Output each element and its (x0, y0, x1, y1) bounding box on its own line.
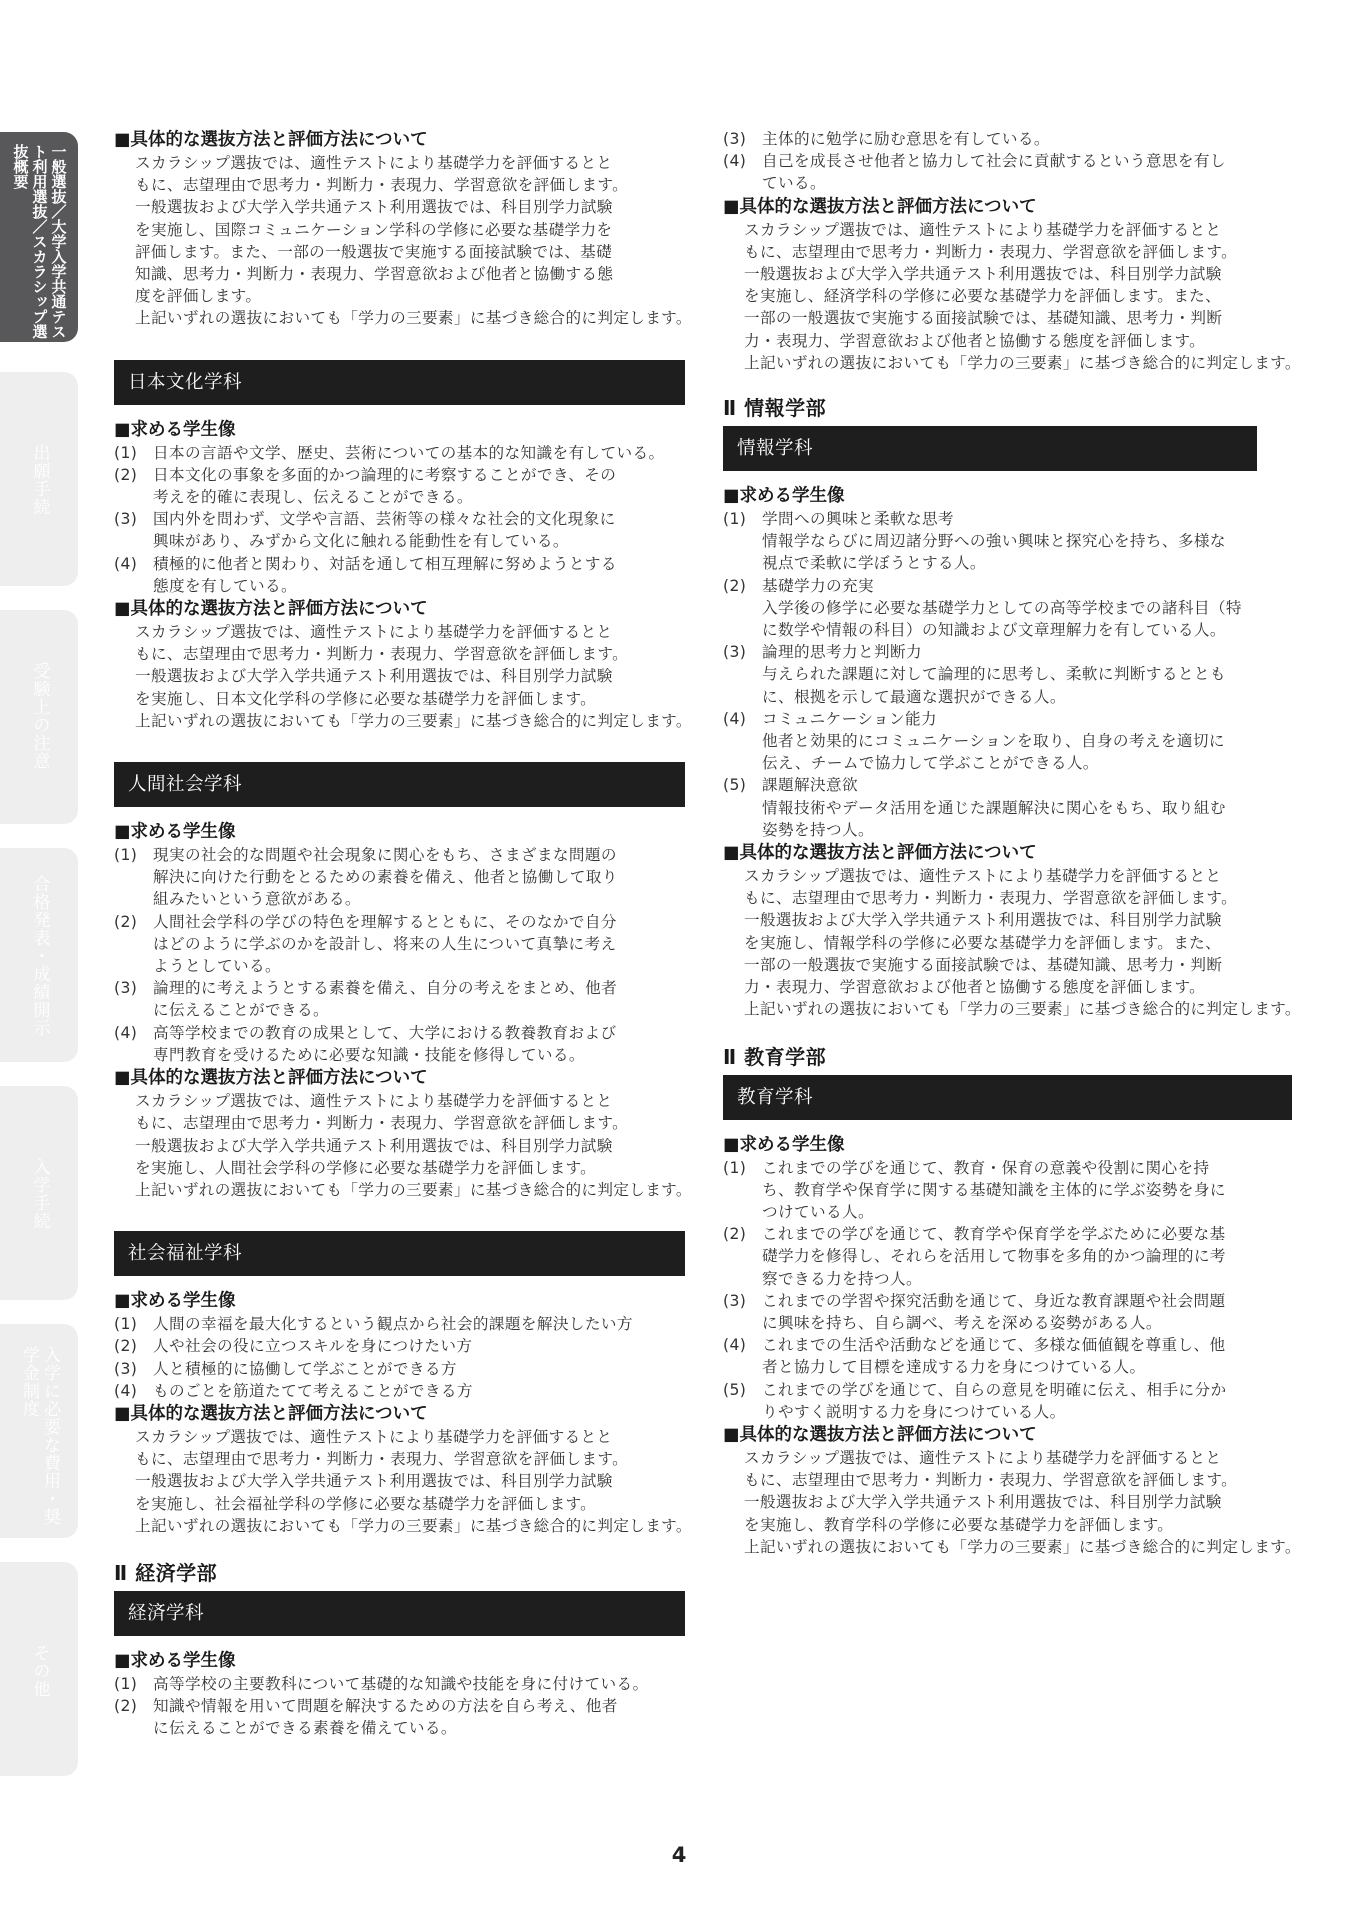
list-item: (5) 課題解決意欲 情報技術やデータ活用を通じた課題解決に関心をもち、取り組む 姿勢を持つ人。 (723, 776, 1226, 839)
method-heading: ■具体的な選抜方法と評価方法について (723, 1424, 1037, 1445)
student-list-ningen (114, 844, 685, 1066)
side-tab-results[interactable] (0, 848, 78, 1062)
list-item: (4) 積極的に他者と関わり、対話を通して相互理解に努めようとする 態度を有している。 (114, 554, 617, 595)
list-item: (1) 学問への興味と柔軟な思考 情報学ならびに周辺諸分野への強い興味と探究心を持ち、多様な 視点で柔軟に学ぼうとする人。 (723, 510, 1226, 573)
section-bar-kyoiku: 教育学科 (723, 1075, 1292, 1120)
method-text: スカラシップ選抜では、適性テストにより基礎学力を評価するとと もに、志望理由で思考力・判断力・表現力、学習意欲を評価します。 一般選抜および大学入学共通テスト利用選抜では、科目別学力試験 を実施し、国際コミュニケーション学科の学修に必要な基礎学力を 評価します。また、一部の一般選抜で実施する面接試験では、基礎 知識、思考力・判断力・表現力、学習意欲および他者と協働する態 度を評価します。 上記いずれの選抜においても「学力の三要素」に基づき総合的に判定します。 (135, 154, 692, 328)
method-text: スカラシップ選抜では、適性テストにより基礎学力を評価するとと もに、志望理由で思考力・判断力・表現力、学習意欲を評価します。 一般選抜および大学入学共通テスト利用選抜では、科目別学力試験 を実施し、教育学科の学修に必要な基礎学力を評価します。 上記いずれの選抜においても「学力の三要素」に基づき総合的に判定します。 (744, 1448, 1301, 1556)
list-item: (4) ものごとを筋道たてて考えることができる方 (114, 1381, 473, 1400)
list-item: (1) 現実の社会的な問題や社会現象に関心をもち、さまざまな問題の 解決に向けた行動をとるための素養を備え、他者と協働して取り 組みたいという意欲がある。 (114, 846, 618, 909)
section-bar-ningen: 人間社会学科 (114, 762, 685, 807)
student-list-kyoiku (723, 1157, 1305, 1423)
method-heading: ■具体的な選抜方法と評価方法について (723, 843, 1037, 864)
side-tab-exam-notes[interactable] (0, 610, 78, 824)
side-tab-selection-overview[interactable] (0, 132, 78, 342)
list-item: (3) 論理的に考えようとする素養を備え、自分の考えをまとめ、他者 に伝えることができる。 (114, 979, 618, 1020)
method-text: スカラシップ選抜では、適性テストにより基礎学力を評価するとと もに、志望理由で思考力・判断力・表現力、学習意欲を評価します。 一般選抜および大学入学共通テスト利用選抜では、科目別学力試験 を実施し、日本文化学科の学修に必要な基礎学力を評価します。 上記いずれの選抜においても「学力の三要素」に基づき総合的に判定します。 (135, 623, 692, 730)
student-heading: ■求める学生像 (114, 822, 236, 843)
list-item: (2) 基礎学力の充実 入学後の修学に必要な基礎学力としての高等学校までの諸科目（特 に数学や情報の科目）の知識および文章理解力を有している人。 (723, 576, 1242, 640)
list-item: (3) 主体的に勉学に励む意思を有している。 (723, 130, 1050, 148)
student-list-keizai (114, 1673, 685, 1740)
list-item: (4) コミュニケーション能力 他者と効果的にコミュニケーションを取り、自身の考えを適切に 伝え、チームで協力して学ぶことができる人。 (723, 709, 1225, 773)
side-tab-label: 入学に必要な費用・奨学金制度 (19, 1346, 60, 1526)
method-text: スカラシップ選抜では、適性テストにより基礎学力を評価するとと もに、志望理由で思考力・判断力・表現力、学習意欲を評価します。 一般選抜および大学入学共通テスト利用選抜では、科目別学力試験 を実施し、人間社会学科の学修に必要な基礎学力を評価します。 上記いずれの選抜においても「学力の三要素」に基づき総合的に判定します。 (135, 1092, 692, 1199)
page-number: 4 (671, 1843, 687, 1867)
list-item: (2) 知識や情報を用いて問題を解決するための方法を自ら考え、他者 に伝えることができる素養を備えている。 (114, 1697, 618, 1738)
side-tab-label: 出願手続 (29, 444, 50, 516)
side-tab-label: 入学手続 (29, 1158, 50, 1230)
list-item: (4) 高等学校までの教育の成果として、大学における教養教育および 専門教育を受けるために必要な知識・技能を修得している。 (114, 1023, 617, 1064)
side-tab-enrollment[interactable] (0, 1086, 78, 1300)
side-tab-label: 一般選抜／大学入学共通テスト利用選抜／スカラシップ選抜概要 (11, 144, 68, 339)
student-list-fukushi (114, 1313, 685, 1402)
method-heading: ■具体的な選抜方法と評価方法について (723, 196, 1037, 217)
method-text: スカラシップ選抜では、適性テストにより基礎学力を評価するとと もに、志望理由で思考力・判断力・表現力、学習意欲を評価します。 一般選抜および大学入学共通テスト利用選抜では、科目別学力試験 を実施し、情報学科の学修に必要な基礎学力を評価します。また、 一部の一般選抜で実施する面接試験では、基礎知識、思考力・判断 力・表現力、学習意欲および他者と協働する態度を評価します。 上記いずれの選抜においても「学力の三要素」に基づき総合的に判定します。 (744, 867, 1301, 1019)
student-heading: ■求める学生像 (114, 1291, 236, 1312)
list-item: (1) 人間の幸福を最大化するという観点から社会的課題を解決したい方 (114, 1315, 633, 1334)
side-tab-other[interactable] (0, 1562, 78, 1776)
list-item: (3) 国内外を問わず、文学や言語、芸術等の様々な社会的文化現象に 興味があり、みずから文化に触れる能動性を有している。 (114, 510, 616, 551)
student-heading: ■求める学生像 (723, 486, 845, 507)
method-text: スカラシップ選抜では、適性テストにより基礎学力を評価するとと もに、志望理由で思考力・判断力・表現力、学習意欲を評価します。 一般選抜および大学入学共通テスト利用選抜では、科目別学力試験 を実施し、経済学科の学修に必要な基礎学力を評価します。また、 一部の一般選抜で実施する面接試験では、基礎知識、思考力・判断 力・表現力、学習意欲および他者と協働する態度を評価します。 上記いずれの選抜においても「学力の三要素」に基づき総合的に判定します。 (744, 220, 1301, 372)
side-tabs (0, 0, 80, 1920)
side-tab-label: 合格発表・成績開示 (29, 875, 50, 1037)
section-bar-fukushi: 社会福祉学科 (114, 1231, 685, 1276)
section-bar-joho: 情報学科 (723, 426, 1257, 471)
method-heading: ■具体的な選抜方法と評価方法について (114, 1068, 428, 1089)
list-item: (3) 論理的思考力と判断力 与えられた課題に対して論理的に思考し、柔軟に判断するととも に、根拠を示して最適な選択ができる人。 (723, 643, 1226, 706)
list-item: (3) 人と積極的に協働して学ぶことができる方 (114, 1359, 457, 1378)
list-item: (1) これまでの学びを通じて、教育・保育の意義や役割に関心を持 ち、教育学や保育学に関する基礎知識を主体的に学ぶ姿勢を身に つけている人。 (723, 1158, 1226, 1221)
method-heading: ■具体的な選抜方法と評価方法について (114, 1403, 428, 1424)
student-list-nihon (114, 442, 685, 597)
method-heading: ■具体的な選抜方法と評価方法について (114, 130, 428, 150)
student-list-joho (723, 508, 1305, 841)
method-text: スカラシップ選抜では、適性テストにより基礎学力を評価するとと もに、志望理由で思考力・判断力・表現力、学習意欲を評価します。 一般選抜および大学入学共通テスト利用選抜では、科目別学力試験 を実施し、社会福祉学科の学修に必要な基礎学力を評価します。 上記いずれの選抜においても「学力の三要素」に基づき総合的に判定します。 (135, 1427, 692, 1535)
list-item: (4) これまでの生活や活動などを通じて、多様な価値観を尊重し、他 者と協力して目標を達成する力を身につけている人。 (723, 1336, 1226, 1377)
list-item: (2) これまでの学びを通じて、教育学や保育学を学ぶために必要な基 礎学力を修得し、それらを活用して物事を多角的かつ論理的に考 察できる力を持つ人。 (723, 1225, 1226, 1288)
side-tab-application[interactable] (0, 372, 78, 586)
side-tab-label: 受験上の注意 (29, 662, 50, 770)
list-item: (1) 日本の言語や文学、歴史、芸術についての基本的な知識を有している。 (114, 443, 665, 462)
faculty-heading-kyoiku: Ⅱ 教育学部 (723, 1044, 827, 1069)
left-column (114, 128, 692, 1740)
student-heading: ■求める学生像 (114, 419, 236, 440)
section-bar-nihon: 日本文化学科 (114, 360, 685, 405)
side-tab-fees[interactable] (0, 1324, 78, 1538)
right-column (723, 128, 1305, 1558)
list-item: (5) これまでの学びを通じて、自らの意見を明確に伝え、相手に分か りやすく説明する力を身につけている人。 (723, 1380, 1227, 1421)
list-item: (1) 高等学校の主要教科について基礎的な知識や技能を身に付けている。 (114, 1674, 649, 1693)
student-list-keizai-cont (723, 128, 1305, 195)
side-tab-label: その他 (29, 1644, 50, 1698)
list-item: (2) 人間社会学科の学びの特色を理解するとともに、そのなかで自分 はどのように学ぶのかを設計し、将来の人生について真摯に考え ようとしている。 (114, 912, 617, 976)
list-item: (2) 日本文化の事象を多面的かつ論理的に考察することができ、その 考えを的確に表現し、伝えることができる。 (114, 465, 617, 507)
faculty-heading-joho: Ⅱ 情報学部 (723, 396, 827, 421)
list-item: (2) 人や社会の役に立つスキルを身につけたい方 (114, 1337, 473, 1356)
list-item: (3) これまでの学習や探究活動を通じて、身近な教育課題や社会問題 に興味を持ち、自ら調べ、考えを深める姿勢がある人。 (723, 1291, 1226, 1332)
faculty-heading-keizai: Ⅱ 経済学部 (114, 1560, 218, 1585)
method-heading: ■具体的な選抜方法と評価方法について (114, 599, 428, 620)
student-heading: ■求める学生像 (114, 1650, 236, 1671)
list-item: (4) 自己を成長させ他者と協力して社会に貢献するという意思を有し ている。 (723, 152, 1226, 193)
section-bar-keizai: 経済学科 (114, 1591, 685, 1636)
student-heading: ■求める学生像 (723, 1134, 845, 1155)
